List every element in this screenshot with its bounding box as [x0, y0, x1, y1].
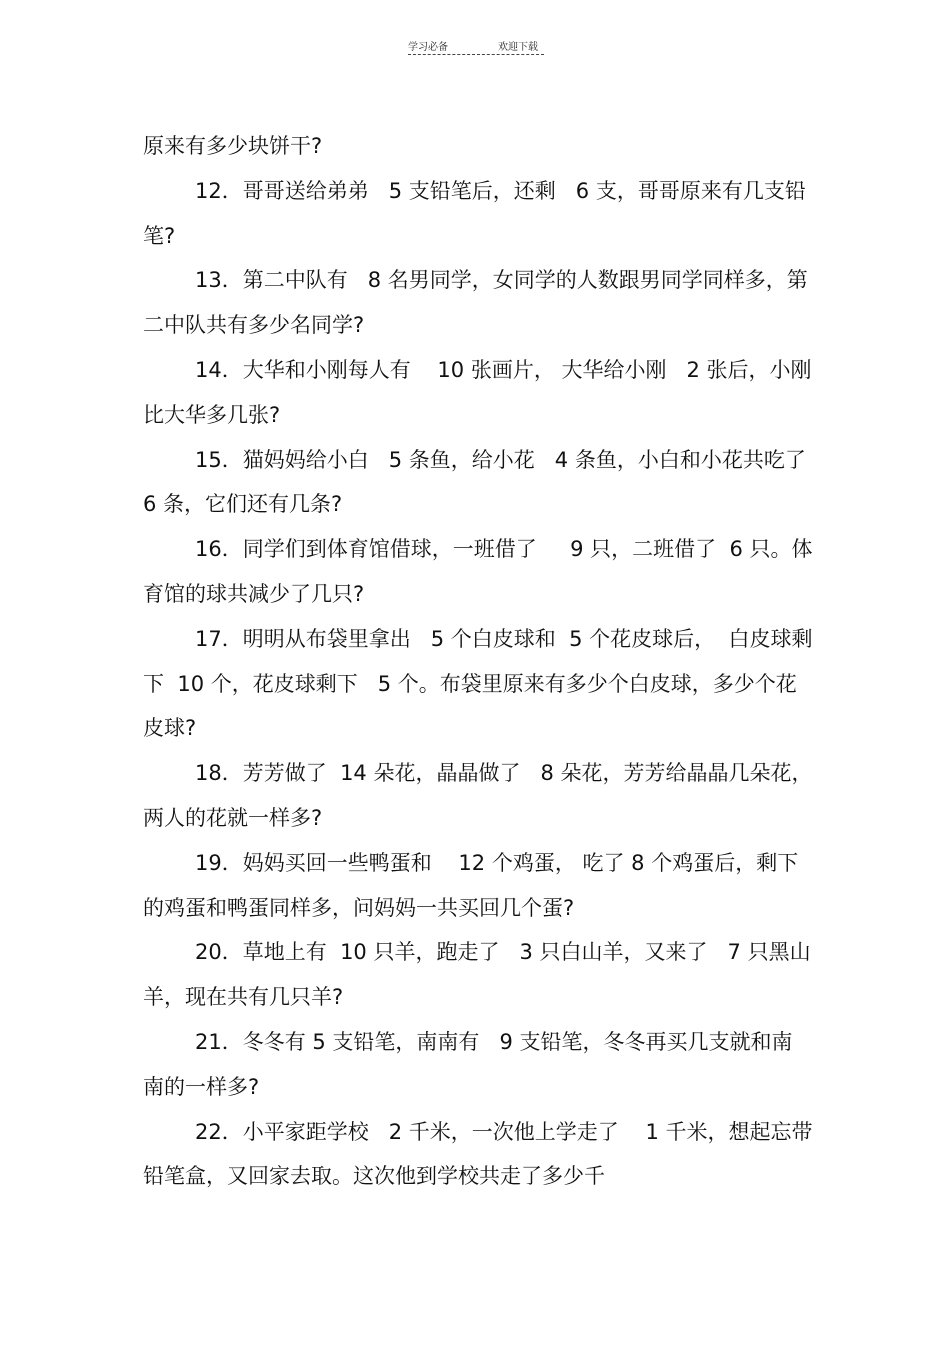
question-15: 15．猫妈妈给小白 5 条鱼，给小花 4 条鱼，小白和小花共吃了 6 条，它们还有几条?	[143, 447, 813, 517]
question-14: 14．大华和小刚每人有 10 张画片， 大华给小刚 2 张后，小刚比大华多几张?	[143, 357, 812, 427]
question-18: 18．芳芳做了 14 朵花，晶晶做了 8 朵花，芳芳给晶晶几朵花，两人的花就一样多?	[143, 761, 813, 830]
question-20: 20．草地上有 10 只羊，跑走了 3 只白山羊，又来了 7 只黑山羊，现在共有几只羊?	[143, 940, 811, 1010]
header-left-text: 学习必备	[408, 42, 448, 53]
header-right-text: 欢迎下载	[498, 42, 538, 53]
header-divider	[408, 54, 544, 55]
document-body	[143, 124, 813, 1199]
question-19: 19．妈妈买回一些鸭蛋和 12 个鸡蛋， 吃了 8 个鸡蛋后，剩下的鸡蛋和鸭蛋同样多，问妈妈一共买回几个蛋?	[143, 850, 799, 920]
page-header	[408, 38, 544, 58]
question-12: 12．哥哥送给弟弟 5 支铅笔后，还剩 6 支，哥哥原来有几支铅笔?	[143, 178, 806, 248]
question-17: 17．明明从布袋里拿出 5 个白皮球和 5 个花皮球后， 白皮球剩下 10 个，花皮球剩下 5 个。布袋里原来有多少个白皮球，多少个花皮球?	[143, 626, 813, 741]
paragraph-continuation: 原来有多少块饼干?	[143, 134, 323, 158]
question-22: 22．小平家距学校 2 千米，一次他上学走了 1 千米，想起忘带铅笔盒，又回家去取。这次他到学校共走了多少千	[143, 1119, 813, 1189]
question-21: 21．冬冬有 5 支铅笔，南南有 9 支铅笔，冬冬再买几支就和南南的一样多?	[143, 1029, 793, 1099]
question-13: 13．第二中队有 8 名男同学，女同学的人数跟男同学同样多，第二中队共有多少名同学?	[143, 268, 808, 338]
question-16: 16．同学们到体育馆借球，一班借了 9 只，二班借了 6 只。体育馆的球共减少了几只?	[143, 537, 813, 606]
